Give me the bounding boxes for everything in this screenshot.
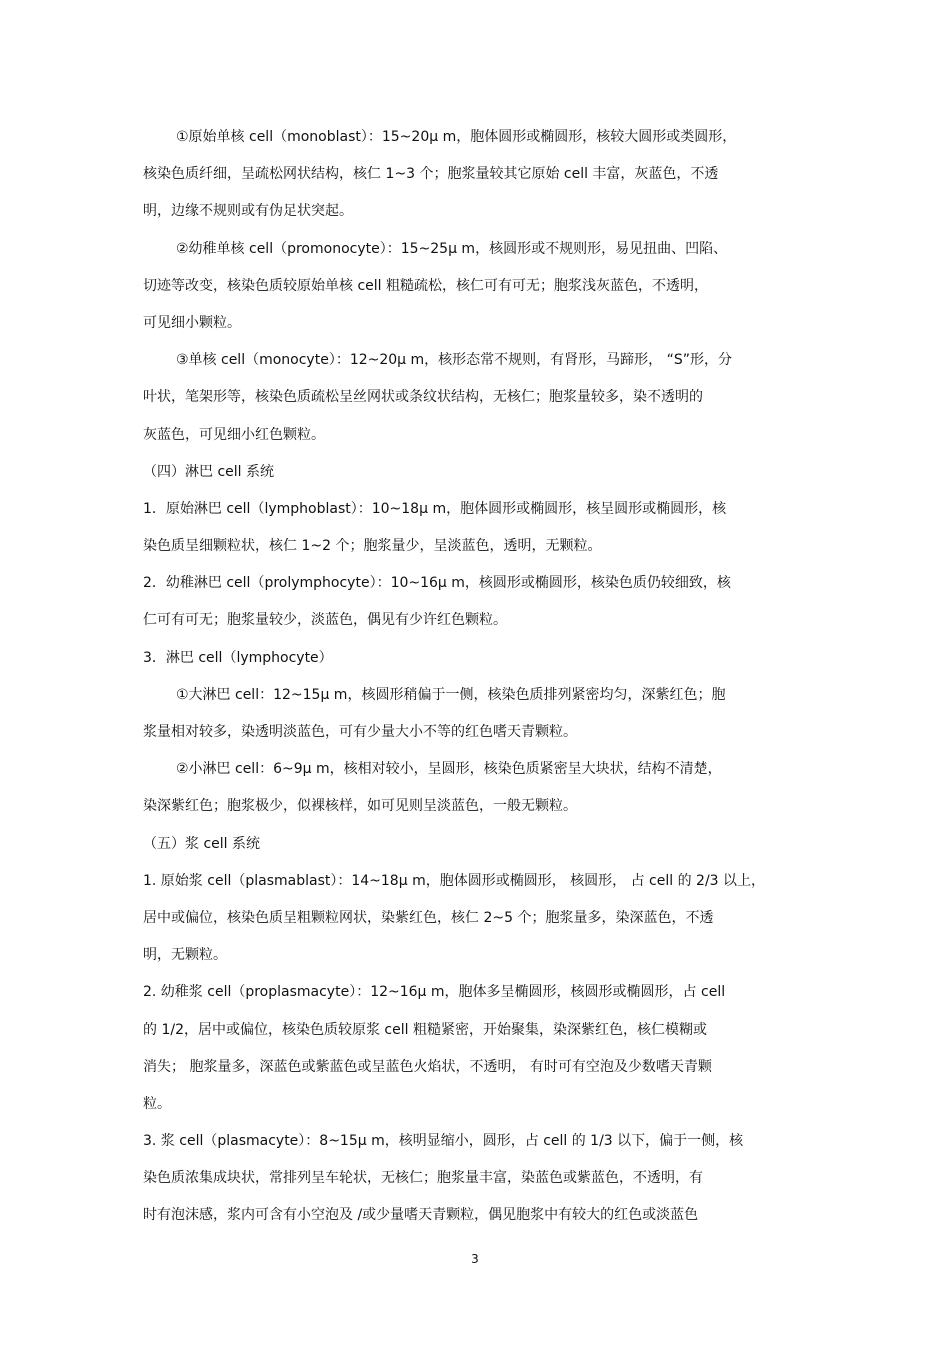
paragraph-line: ①大淋巴 cell：12~15μ m，核圆形稍偏于一侧，核染色质排列紧密均匀，深紫红色；胞 <box>176 686 726 703</box>
paragraph-line: 2. 幼稚浆 cell（proplasmacyte）：12~16μ m，胞体多呈椭圆形，核圆形或椭圆形，占 cell <box>143 984 726 1001</box>
paragraph-line: 1．原始淋巴 cell（lymphoblast）：10~18μ m，胞体圆形或椭圆形，核呈圆形或椭圆形，核 <box>143 500 727 517</box>
paragraph-line: 染深紫红色；胞浆极少，似裸核样，如可见则呈淡蓝色，一般无颗粒。 <box>143 798 577 815</box>
section-heading: （四）淋巴 cell 系统 <box>143 463 274 480</box>
paragraph-line: ①原始单核 cell（monoblast）：15~20μ m，胞体圆形或椭圆形，核较大圆形或类圆形， <box>176 129 737 145</box>
paragraph-line: 3. 浆 cell（plasmacyte）：8~15μ m，核明显缩小，圆形，占 cell 的 1/3 以下，偏于一侧，核 <box>143 1133 744 1150</box>
paragraph-line: 时有泡沫感，浆内可含有小空泡及 /或少量嗜天青颗粒，偶见胞浆中有较大的红色或淡蓝色 <box>143 1207 699 1224</box>
paragraph-line: 1. 原始浆 cell（plasmablast）：14~18μ m，胞体圆形或椭圆形， 核圆形， 占 cell 的 2/3 以上， <box>143 872 766 889</box>
paragraph-line: ②小淋巴 cell：6~9μ m，核相对较小，呈圆形，核染色质紧密呈大块状，结构不清楚， <box>176 761 722 778</box>
page-body <box>143 119 808 1235</box>
paragraph-line: 染色质浓集成块状，常排列呈车轮状，无核仁；胞浆量丰富，染蓝色或紫蓝色，不透明，有 <box>143 1170 703 1187</box>
paragraph-line: 浆量相对较多，染透明淡蓝色，可有少量大小不等的红色嗜天青颗粒。 <box>143 724 577 740</box>
paragraph-line: 的 1/2，居中或偏位，核染色质较原浆 cell 粗糙紧密，开始聚集，染深紫红色，核仁模糊或 <box>143 1021 707 1038</box>
paragraph-line: 核染色质纤细，呈疏松网状结构，核仁 1~3 个；胞浆量较其它原始 cell 丰富，灰蓝色，不透 <box>143 166 719 183</box>
page-number: 3 <box>471 1252 479 1266</box>
paragraph-line: 可见细小颗粒。 <box>143 314 241 331</box>
section-heading: （五）浆 cell 系统 <box>143 835 260 852</box>
paragraph-line: 叶状，笔架形等，核染色质疏松呈丝网状或条纹状结构，无核仁；胞浆量较多，染不透明的 <box>143 389 703 406</box>
paragraph-line: 切迹等改变，核染色质较原始单核 cell 粗糙疏松，核仁可有可无；胞浆浅灰蓝色，不透明， <box>143 277 708 294</box>
paragraph-line: 灰蓝色，可见细小红色颗粒。 <box>143 426 325 443</box>
paragraph-line: 明，边缘不规则或有伪足状突起。 <box>143 203 353 220</box>
paragraph-line: 仁可有可无；胞浆量较少，淡蓝色，偶见有少许红色颗粒。 <box>143 612 507 629</box>
paragraph-line: 明，无颗粒。 <box>143 947 227 964</box>
paragraph-line: ③单核 cell（monocyte）：12~20μ m，核形态常不规则，有肾形，马蹄形， “S”形，分 <box>176 352 733 369</box>
paragraph-line: 染色质呈细颗粒状，核仁 1~2 个；胞浆量少，呈淡蓝色，透明，无颗粒。 <box>143 538 602 555</box>
subsection-heading: 3．淋巴 cell（lymphocyte） <box>143 649 333 666</box>
paragraph-line: 消失； 胞浆量多，深蓝色或紫蓝色或呈蓝色火焰状，不透明， 有时可有空泡及少数嗜天青颗 <box>143 1058 712 1075</box>
paragraph-line: 居中或偏位，核染色质呈粗颗粒网状，染紫红色，核仁 2~5 个；胞浆量多，染深蓝色，不透 <box>143 909 714 926</box>
paragraph-line: ②幼稚单核 cell（promonocyte）：15~25μ m，核圆形或不规则形，易见扭曲、凹陷、 <box>176 240 728 257</box>
paragraph-line: 粒。 <box>143 1095 171 1112</box>
paragraph-line: 2．幼稚淋巴 cell（prolymphocyte）：10~16μ m，核圆形或椭圆形，核染色质仍较细致，核 <box>143 575 731 592</box>
